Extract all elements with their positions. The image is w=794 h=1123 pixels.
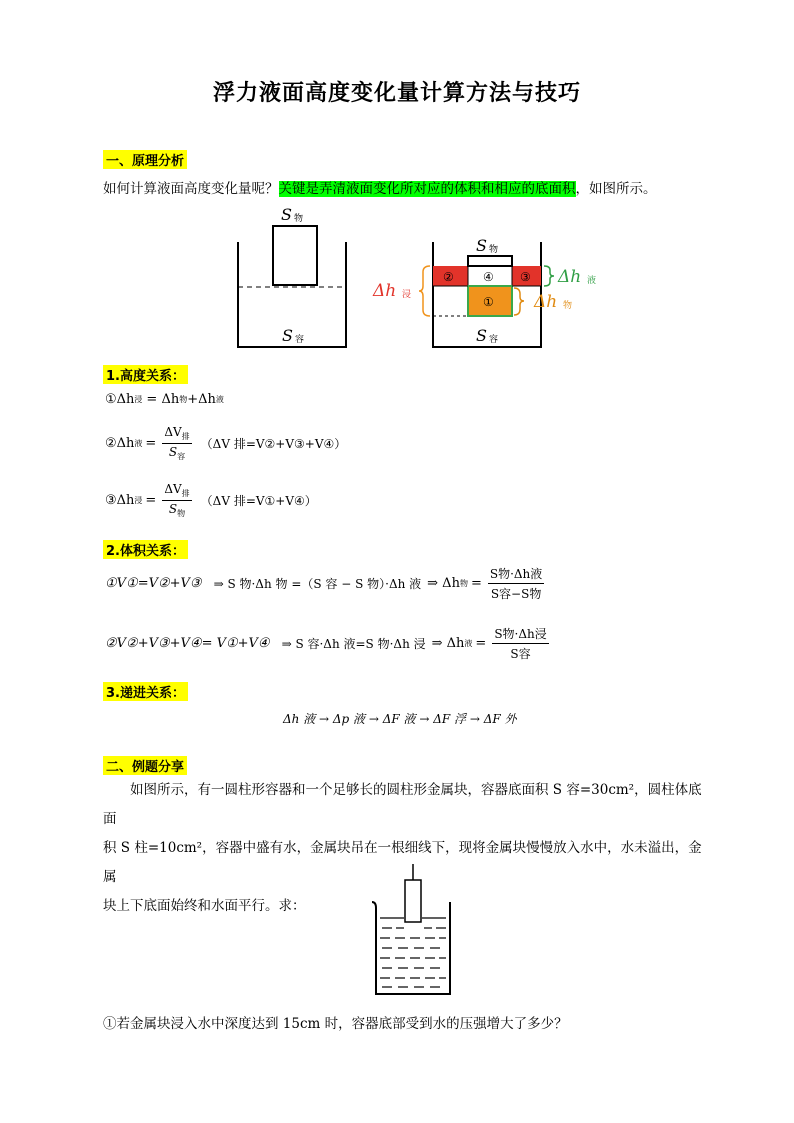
section-heading-example: 二、例题分享 (103, 756, 187, 775)
h3-fraction (162, 482, 191, 519)
left-container (238, 205, 346, 347)
section-heading-principle: 一、原理分析 (103, 150, 187, 169)
right-s-obj-label: S (476, 236, 487, 255)
right-container (372, 236, 596, 347)
h1-lead-sub: 浸 (134, 395, 143, 404)
water-lines (380, 918, 446, 987)
v1-den: S容−S物 (490, 587, 542, 601)
chain-formula: Δh 液 → Δp 液 → ΔF 液 → ΔF 浮 → ΔF 外 (283, 712, 517, 726)
formula-v2 (105, 625, 552, 662)
h2-num: ΔV (164, 425, 182, 439)
subheading-chain: 3.递进关系： (103, 682, 188, 701)
h1-plus-sub: 液 (215, 395, 224, 404)
h1-lead: ①Δh (105, 392, 135, 407)
beaker-diagram (368, 862, 458, 1002)
v2-num: S物·Δh浸 (492, 625, 548, 644)
right-s-con-label: S (476, 326, 487, 345)
h3-eq: = (145, 493, 157, 508)
subheading-height: 1.高度关系： (103, 365, 188, 384)
left-s-obj-label: S (281, 205, 292, 224)
h1-rhs-sub: 物 (179, 395, 188, 404)
h2-lead-sub: 液 (134, 439, 143, 448)
v2-b: ⇒ S 容·Δh 液=S 物·Δh 浸 (281, 637, 426, 651)
h3-num-sub: 排 (181, 489, 190, 498)
left-s-obj-sub: 物 (294, 214, 304, 224)
h3-note: （ΔV 排=V①+V④） (200, 494, 317, 508)
label-1: ① (483, 295, 494, 309)
h3-den: S (168, 502, 178, 516)
h2-eq: = (145, 436, 157, 451)
v2-c-sub: 液 (464, 639, 473, 648)
h2-fraction (162, 425, 191, 462)
v1-b: ⇒ S 物·Δh 物 =（S 容 − S 物）·Δh 液 (213, 577, 422, 591)
intro-line (103, 177, 657, 197)
dh-ye-sub: 液 (587, 276, 597, 286)
question-1: ①若金属块浸入水中深度达到 15cm 时，容器底部受到水的压强增大了多少？ (103, 1016, 568, 1032)
v1-c-sub: 物 (459, 579, 468, 588)
formula-h2 (105, 425, 346, 462)
h3-den-sub: 物 (177, 509, 186, 518)
h3-num: ΔV (164, 482, 182, 496)
h1-plus: +Δh (187, 392, 216, 407)
label-4: ④ (483, 270, 494, 284)
dh-wu-label: Δh (534, 292, 558, 312)
label-2: ② (443, 270, 454, 284)
h2-note: （ΔV 排=V②+V③+V④） (200, 437, 347, 451)
v1-a: ①V①=V②+V③ (105, 576, 202, 591)
metal-block (405, 880, 421, 922)
h1-rhs: = Δh (146, 392, 180, 407)
v1-fraction (488, 565, 544, 602)
example-line-2: 积 S 柱=10cm²，容器中盛有水，金属块吊在一根细线下，现将金属块慢慢放入水中，水未溢出，金属 (103, 840, 702, 885)
page-title: 浮力液面高度变化量计算方法与技巧 (212, 81, 581, 106)
principle-diagram (230, 200, 600, 355)
right-s-con-sub: 容 (489, 335, 499, 345)
left-s-con-sub: 容 (295, 335, 305, 345)
formula-h3 (105, 482, 317, 519)
v1-num: S物·Δh液 (488, 565, 544, 584)
h2-num-sub: 排 (181, 432, 190, 441)
intro-highlight: 关键是弄清液面变化所对应的体积和相应的底面积 (278, 181, 576, 197)
label-3: ③ (520, 270, 531, 284)
h3-lead: ③Δh (105, 493, 135, 508)
right-s-obj-sub: 物 (489, 245, 499, 255)
v2-c: ⇒ Δh (431, 636, 465, 651)
subheading-volume: 2.体积关系： (103, 540, 188, 559)
v2-fraction (492, 625, 548, 662)
v2-a: ②V②+V③+V④= V①+V④ (105, 636, 270, 651)
v2-eq: = (475, 636, 487, 651)
example-line-3: 块上下底面始终和水面平行。求： (103, 898, 306, 914)
example-line-1: 如图所示，有一圆柱形容器和一个足够长的圆柱形金属块，容器底面积 S 容=30cm²，圆柱体底面 (103, 782, 702, 827)
dh-ye-label: Δh (558, 267, 582, 287)
h2-den: S (168, 445, 178, 459)
h2-lead: ②Δh (105, 436, 135, 451)
h2-den-sub: 容 (177, 452, 186, 461)
dh-jin-label: Δh (373, 281, 397, 301)
dh-jin-sub: 浸 (402, 290, 412, 300)
v1-eq: = (470, 576, 482, 591)
intro-suffix: ，如图所示。 (575, 181, 657, 197)
h3-lead-sub: 浸 (134, 496, 143, 505)
left-s-con-label: S (282, 326, 293, 345)
formula-h1 (105, 392, 224, 407)
v2-den: S容 (510, 647, 531, 661)
formula-v1 (105, 565, 547, 602)
dh-wu-sub: 物 (563, 301, 573, 311)
v1-c: ⇒ Δh (427, 576, 460, 591)
intro-prefix: 如何计算液面高度变化量呢？ (103, 181, 279, 197)
